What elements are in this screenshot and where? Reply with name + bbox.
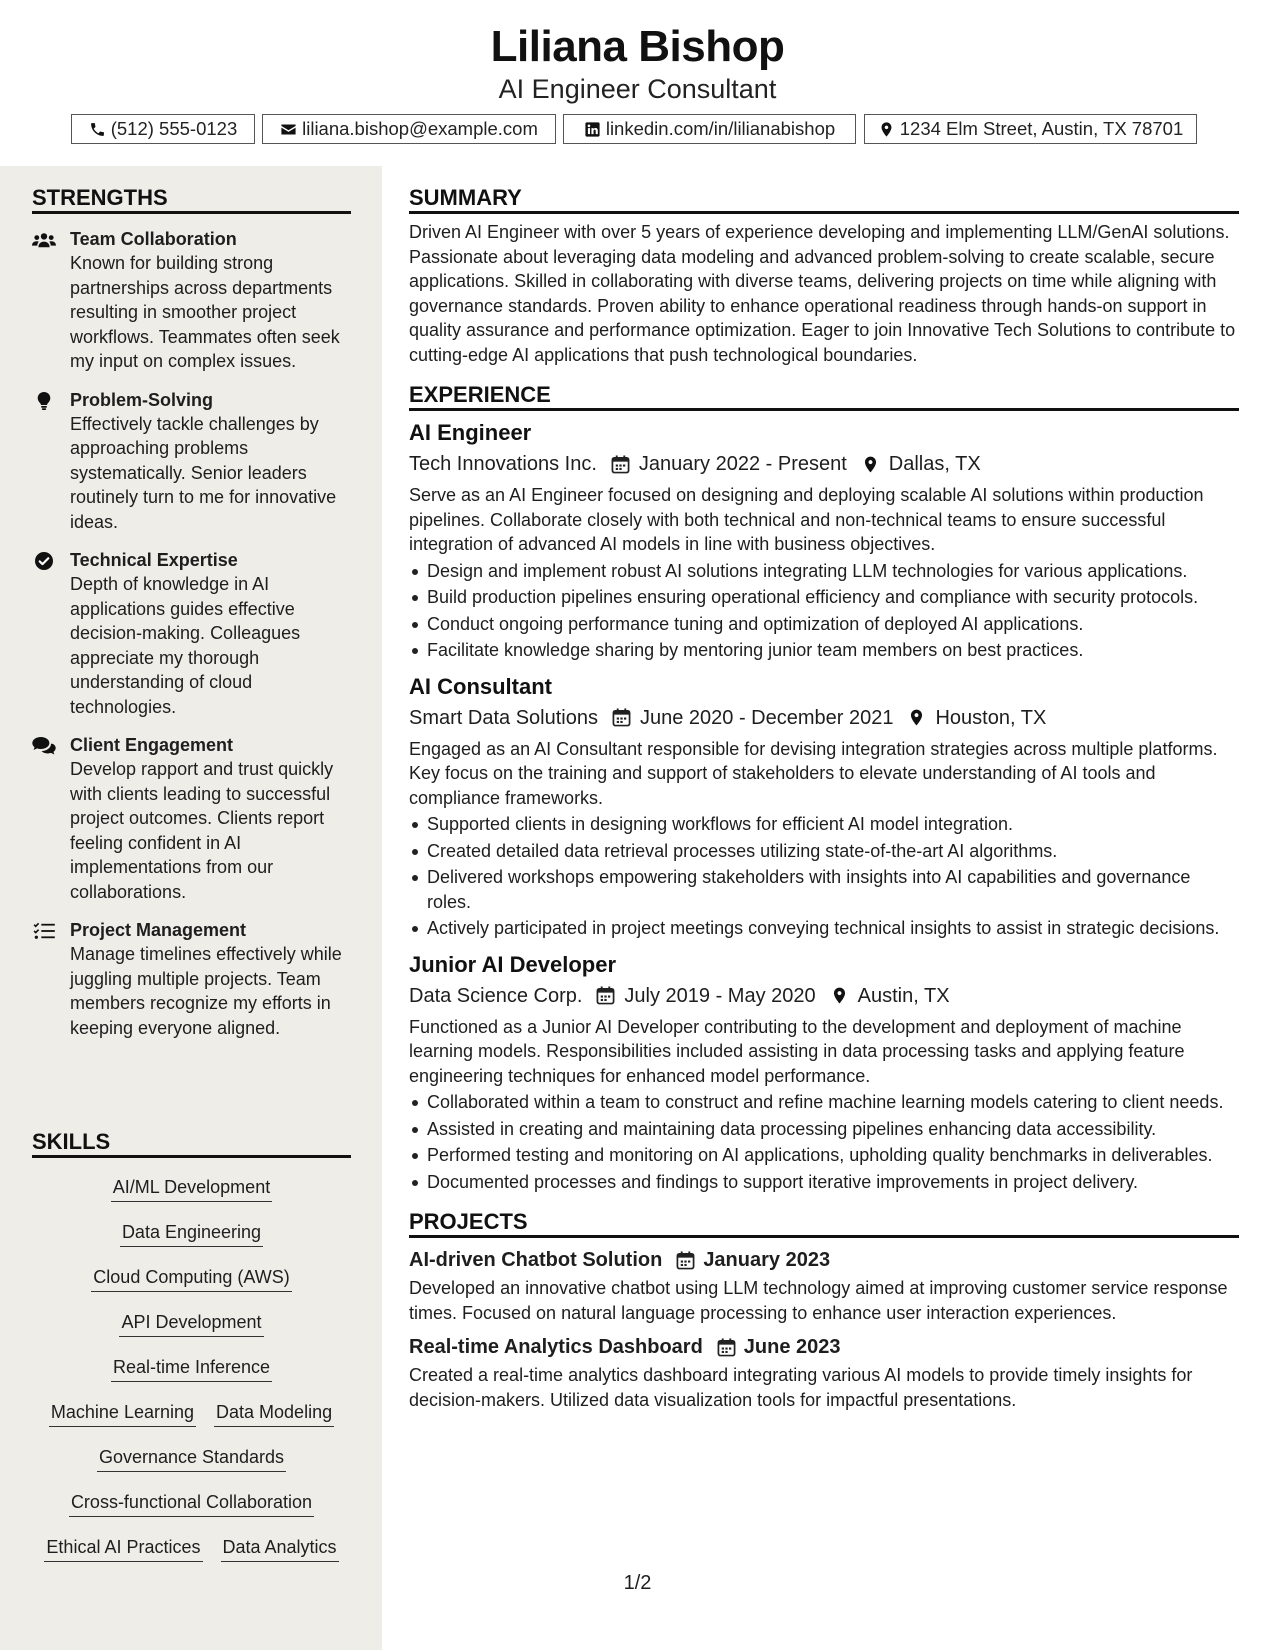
strength-title: Client Engagement bbox=[70, 735, 234, 755]
skills-section bbox=[32, 1126, 351, 1579]
project-date: January 2023 bbox=[703, 1249, 831, 1271]
page-number: 1/2 bbox=[623, 1572, 652, 1594]
experience-section bbox=[409, 379, 1239, 1194]
job-location: Houston, TX bbox=[935, 706, 1047, 729]
job-title: Junior AI Developer bbox=[409, 951, 617, 977]
skill-tag: Ethical AI Practices bbox=[44, 1534, 202, 1562]
phone-chip[interactable] bbox=[71, 114, 255, 144]
strength-desc: Depth of knowledge in AI applications guides effective decision-making. Colleagues appreciate my thorough understanding of cloud technologies. bbox=[70, 574, 301, 717]
list-item: Design and implement robust AI solutions integrating LLM technologies for various applications. bbox=[409, 559, 1239, 584]
project-title: Real-time Analytics Dashboard bbox=[409, 1336, 703, 1358]
job-dates: June 2020 - December 2021 bbox=[639, 706, 894, 729]
skill-tag: Real-time Inference bbox=[111, 1354, 272, 1382]
list-item: Collaborated within a team to construct and refine machine learning models catering to client needs. bbox=[409, 1090, 1239, 1115]
email-text: liliana.bishop@example.com bbox=[302, 118, 538, 139]
map-pin-icon bbox=[907, 708, 926, 727]
comments-icon bbox=[32, 737, 56, 755]
strength-item bbox=[32, 918, 351, 1040]
strengths-section bbox=[32, 182, 351, 1040]
job-meta bbox=[409, 701, 1239, 735]
project-description: Created a real-time analytics dashboard integrating various AI models to provide timely insights for decision-makers. Utilized data visualization tools for impactful presentations. bbox=[409, 1365, 1193, 1410]
strength-title: Project Management bbox=[70, 920, 247, 940]
users-icon bbox=[32, 232, 56, 248]
address-text: 1234 Elm Street, Austin, TX 78701 bbox=[899, 118, 1184, 139]
strength-desc: Manage timelines effectively while juggling multiple projects. Team members recognize my efforts in keeping everyone aligned. bbox=[70, 944, 342, 1038]
job-description: Serve as an AI Engineer focused on designing and deploying scalable AI solutions within production pipelines. Collaborate closely with both technical and non-technical teams to ensure successful integration of advanced AI models in line with business objectives. bbox=[409, 485, 1204, 554]
job-bullets bbox=[409, 812, 1239, 941]
skill-tag: Data Engineering bbox=[120, 1219, 263, 1247]
projects-heading: PROJECTS bbox=[409, 1206, 1239, 1238]
strength-desc: Develop rapport and trust quickly with clients leading to successful project outcomes. Clients report feeling confident in AI implementations from our collaborations. bbox=[70, 759, 334, 902]
job-entry bbox=[409, 673, 1239, 941]
project-header bbox=[409, 1333, 1239, 1361]
strength-item bbox=[32, 388, 351, 535]
list-item: Assisted in creating and maintaining data processing pipelines enhancing data accessibility. bbox=[409, 1117, 1239, 1142]
job-entry bbox=[409, 419, 1239, 663]
project-description: Developed an innovative chatbot using LLM technology aimed at improving customer service response times. Focused on natural language processing to enhance user interaction experiences. bbox=[409, 1278, 1228, 1323]
project-entry bbox=[409, 1246, 1239, 1325]
strengths-heading: STRENGTHS bbox=[32, 182, 351, 214]
phone-text: (512) 555-0123 bbox=[110, 118, 238, 139]
summary-section bbox=[409, 182, 1239, 367]
envelope-icon bbox=[280, 121, 297, 138]
list-check-icon bbox=[33, 922, 55, 940]
calendar-icon bbox=[596, 986, 615, 1005]
job-location: Dallas, TX bbox=[888, 453, 981, 475]
job-meta bbox=[409, 979, 1239, 1013]
map-pin-icon bbox=[830, 986, 849, 1005]
job-company: Data Science Corp. bbox=[409, 984, 583, 1007]
job-title: AI Consultant bbox=[409, 673, 552, 699]
strength-desc: Effectively tackle challenges by approaching problems systematically. Senior leaders routinely turn to me for innovative ideas. bbox=[70, 413, 337, 532]
sidebar bbox=[0, 166, 382, 1650]
list-item: Documented processes and findings to support iterative improvements in project delivery. bbox=[409, 1170, 1239, 1195]
job-dates: January 2022 - Present bbox=[638, 453, 847, 475]
calendar-icon bbox=[676, 1251, 695, 1270]
summary-heading: SUMMARY bbox=[409, 182, 1239, 214]
job-entry bbox=[409, 951, 1239, 1195]
job-dates: July 2019 - May 2020 bbox=[624, 984, 816, 1007]
job-company: Tech Innovations Inc. bbox=[409, 453, 597, 475]
list-item: Conduct ongoing performance tuning and optimization of deployed AI applications. bbox=[409, 612, 1239, 637]
job-bullets bbox=[409, 559, 1239, 663]
job-title: AI Engineer bbox=[409, 420, 532, 445]
check-circle-icon bbox=[35, 552, 53, 570]
job-bullets bbox=[409, 1090, 1239, 1194]
skill-tag: Cloud Computing (AWS) bbox=[91, 1264, 291, 1292]
strength-title: Team Collaboration bbox=[70, 229, 237, 249]
skills-heading: SKILLS bbox=[32, 1126, 351, 1158]
projects-section bbox=[409, 1206, 1239, 1412]
strength-title: Technical Expertise bbox=[70, 550, 238, 570]
job-meta bbox=[409, 447, 1239, 481]
project-header bbox=[409, 1246, 1239, 1274]
strength-title: Problem-Solving bbox=[70, 389, 214, 410]
skill-tag: Data Modeling bbox=[214, 1399, 334, 1427]
project-title: AI-driven Chatbot Solution bbox=[409, 1249, 663, 1271]
list-item: Actively participated in project meetings conveying technical insights to assist in strategic decisions. bbox=[409, 916, 1239, 941]
main-column bbox=[409, 166, 1239, 1412]
experience-heading: EXPERIENCE bbox=[409, 379, 1239, 411]
skill-tag: Cross-functional Collaboration bbox=[69, 1489, 314, 1517]
list-item: Delivered workshops empowering stakeholders with insights into AI capabilities and governance roles. bbox=[409, 865, 1239, 914]
address-chip[interactable] bbox=[864, 114, 1197, 144]
skill-tag: AI/ML Development bbox=[111, 1174, 272, 1202]
job-location: Austin, TX bbox=[857, 984, 950, 1007]
calendar-icon bbox=[611, 455, 630, 474]
email-chip[interactable] bbox=[262, 114, 556, 144]
lightbulb-icon bbox=[37, 392, 51, 410]
linkedin-icon bbox=[584, 121, 601, 138]
map-pin-icon bbox=[861, 455, 880, 474]
list-item: Performed testing and monitoring on AI applications, upholding quality benchmarks in deliverables. bbox=[409, 1143, 1239, 1168]
skill-tag: Machine Learning bbox=[49, 1399, 196, 1427]
candidate-name: Liliana Bishop bbox=[490, 22, 785, 71]
strength-item bbox=[32, 733, 351, 904]
candidate-title: AI Engineer Consultant bbox=[498, 74, 777, 104]
contact-bar bbox=[0, 114, 1275, 144]
skill-tag: Governance Standards bbox=[97, 1444, 286, 1472]
skill-tag: Data Analytics bbox=[221, 1534, 339, 1562]
linkedin-text: linkedin.com/in/lilianabishop bbox=[605, 118, 836, 139]
list-item: Supported clients in designing workflows for efficient AI model integration. bbox=[409, 812, 1239, 837]
map-pin-icon bbox=[878, 121, 895, 138]
linkedin-chip[interactable] bbox=[563, 114, 856, 144]
project-entry bbox=[409, 1333, 1239, 1412]
job-company: Smart Data Solutions bbox=[409, 706, 598, 729]
strength-desc: Known for building strong partnerships across departments resulting in smoother project workflows. Teammates often seek my input on complex issues. bbox=[70, 253, 340, 371]
strength-item bbox=[32, 227, 351, 374]
strength-item bbox=[32, 548, 351, 719]
skill-tag: API Development bbox=[119, 1309, 263, 1337]
skills-list bbox=[32, 1174, 351, 1579]
calendar-icon bbox=[717, 1338, 736, 1357]
job-description: Engaged as an AI Consultant responsible for devising integration strategies across multiple platforms. Key focus on the training and support of stakeholders to elevate understanding of AI tools and compliance frameworks. bbox=[409, 738, 1218, 808]
job-description: Functioned as a Junior AI Developer contributing to the development and deployment of machine learning models. Responsibilities included assisting in data processing tasks and applying feature engineering techniques for enhanced model performance. bbox=[409, 1016, 1185, 1086]
list-item: Facilitate knowledge sharing by mentoring junior team members on best practices. bbox=[409, 638, 1239, 663]
phone-icon bbox=[89, 121, 106, 138]
calendar-icon bbox=[612, 708, 631, 727]
project-date: June 2023 bbox=[743, 1336, 841, 1358]
list-item: Build production pipelines ensuring operational efficiency and compliance with security protocols. bbox=[409, 585, 1239, 610]
resume-header bbox=[0, 0, 1275, 166]
list-item: Created detailed data retrieval processes utilizing state-of-the-art AI algorithms. bbox=[409, 839, 1239, 864]
summary-text: Driven AI Engineer with over 5 years of experience developing and implementing LLM/GenAI solutions. Passionate about leveraging data modeling and advanced problem-solving to create scalable, secure applications. Skilled in collaborating with diverse teams, delivering projects on time while aligning with governance standards. Proven ability to enhance operational readiness through hands-on support in quality assurance and performance optimization. Eager to join Innovative Tech Solutions to contribute to cutting-edge AI applications that push technological boundaries. bbox=[409, 222, 1236, 365]
